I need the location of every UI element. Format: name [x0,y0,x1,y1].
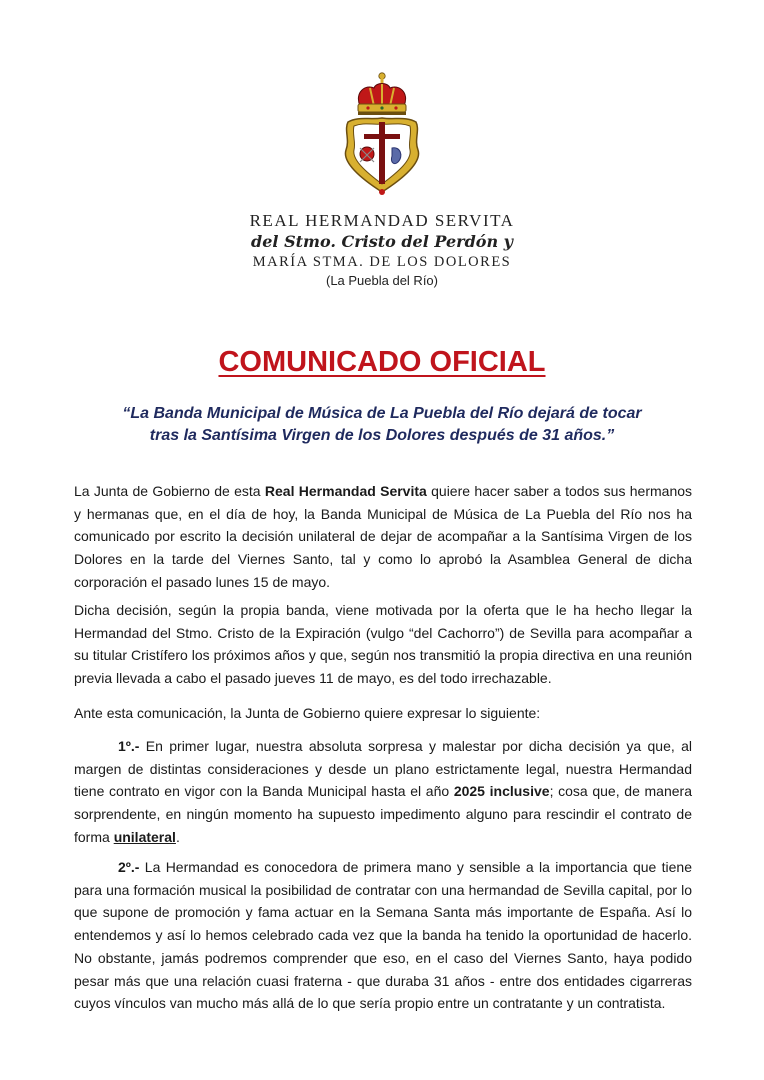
paragraph-point-2 [74,856,692,1015]
point-1-text-c: ; cosa que, de manera sorprendente, en ningún momento ha supuesto impedimento alguno para rescindir el contrato de forma [74,783,692,845]
point-1-number: 1º.- [118,738,140,754]
point-2-number: 2º.- [118,859,140,875]
brotherhood-location: (La Puebla del Río) [325,273,438,288]
headline-quote [80,403,684,447]
point-1-bold-year: 2025 inclusive [453,783,550,800]
brotherhood-name-line2: del Stmo. Cristo del Perdón y [251,232,513,251]
point-1-bold-unilateral: unilateral [113,828,176,845]
point-2-text: La Hermandad es conocedora de primera mano y sensible a la importancia que tiene para una formación musical la posibilidad de contratar con una hermandad de Sevilla capital, por lo que supone de promoción y fama actuar en la Semana Santa más importante de España. Así lo entendemos y así lo hemos celebrado cada vez que la banda ha tenido la oportunidad de hacerlo. No obstante, jamás podremos comprender que eso, en el caso del Viernes Santo, haya podido pesar más que una relación cuasi fraterna - que duraba 31 años - entre dos entidades cigarreras cuyos vínculos van mucho más allá de lo que sería propio entre un contratante y un contratista. [74,859,692,1012]
brotherhood-name-line3: MARÍA STMA. DE LOS DOLORES [252,254,512,270]
paragraph-2: Dicha decisión, según la propia banda, viene motivada por la oferta que le ha hecho llegar la Hermandad del Stmo. Cristo de la Expiración (vulgo “del Cachorro”) de Sevilla para acompañar a su titular Cristífero los próximos años y que, según nos transmitió la propia directiva en una reunión previa llevada a cabo el pasado jueves 11 de mayo, es del todo irrechazable. [74,602,692,687]
paragraph-1 [74,480,692,594]
paragraph-1-text-a: La Junta de Gobierno de esta [74,483,265,499]
point-1-text-a: En primer lugar, nuestra absoluta sorpresa y malestar por dicha decisión ya que, al margen de distintas consideraciones y desde un plano estrictamente legal, nuestra Hermandad tiene contrato en vigor con la Banda Municipal hasta el año [74,738,692,800]
document-title: COMUNICADO OFICIAL [218,346,546,378]
brotherhood-name-line1: REAL HERMANDAD SERVITA [249,211,515,230]
headline-quote-line1: “La Banda Municipal de Música de La Puebla del Río dejará de tocar [122,405,642,422]
paragraph-point-1 [74,735,692,849]
headline-quote-line2: tras la Santísima Virgen de los Dolores después de 31 años.” [149,427,615,444]
paragraph-1-text-c: quiere hacer saber a todos sus hermanos y hermanas que, en el día de hoy, la Banda Municipal de Música de La Puebla del Río nos ha comunicado por escrito la decisión unilateral de dejar de acompañar a la Santísima Virgen de los Dolores en la tarde del Viernes Santo, tal y como lo aprobó la Asamblea General de dicha corporación el pasado lunes 15 de mayo. [74,483,693,590]
paragraph-3: Ante esta comunicación, la Junta de Gobierno quiere expresar lo siguiente: [74,705,541,721]
paragraph-1-bold: Real Hermandad Servita [264,483,427,499]
brotherhood-crest-icon [330,70,434,198]
point-1-text-e: . [175,828,180,845]
